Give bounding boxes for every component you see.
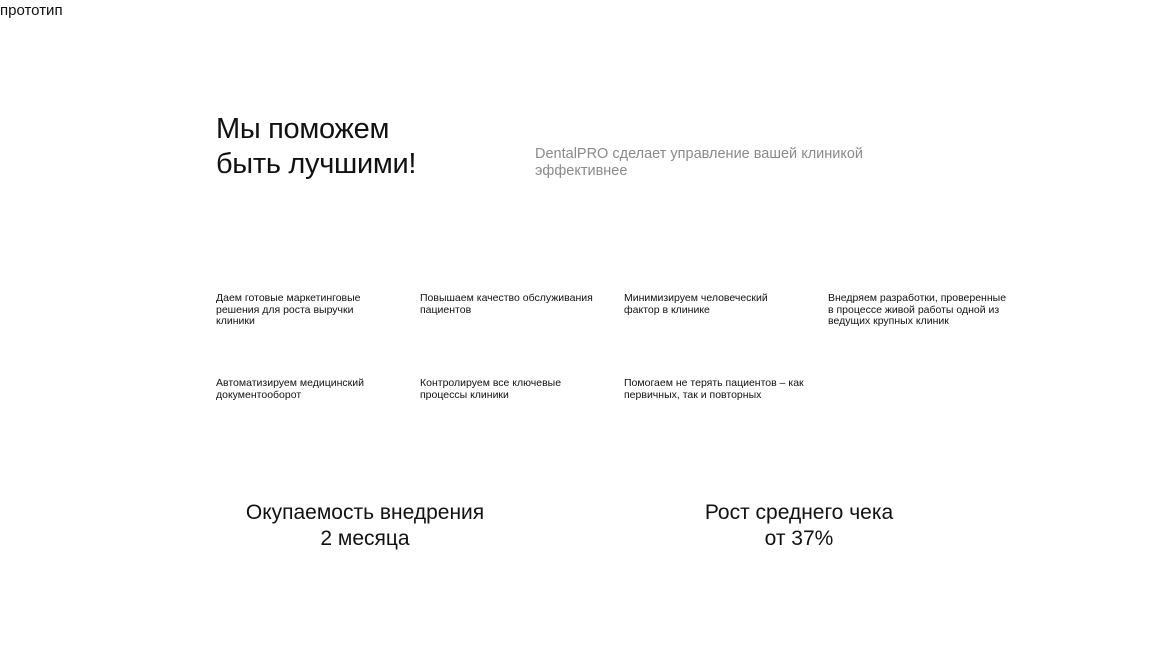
stats-section [0, 500, 1176, 560]
stat-label: Окупаемость внедрения [245, 501, 485, 524]
hero-subtitle-line-1: DentalPRO сделает управление вашей клиникой [535, 146, 864, 162]
stat-label: Рост среднего чека [704, 501, 894, 524]
feature-line: документооборот [216, 388, 302, 401]
feature-line: первичных, так и повторных [624, 388, 762, 401]
feature-line: ведущих крупных клиник [828, 315, 949, 327]
feature-item-service-quality [420, 293, 624, 378]
feature-line: клиники [216, 315, 255, 327]
feature-line: Контролируем все ключевые [420, 377, 562, 389]
feature-line: Повышаем качество обслуживания [420, 292, 593, 304]
feature-item-proven-developments [828, 293, 1032, 378]
feature-item-marketing [216, 293, 420, 378]
feature-line: Помогаем не терять пациентов – как [624, 377, 804, 389]
hero-title-line-2: быть лучшими! [216, 148, 417, 180]
feature-line: Минимизируем человеческий [624, 292, 768, 304]
feature-line: решения для роста выручки [216, 303, 354, 316]
feature-item-document-flow [216, 378, 420, 428]
feature-line: Автоматизируем медицинский [216, 377, 364, 389]
stat-payback [205, 500, 525, 552]
feature-item-patient-retention [624, 378, 828, 428]
stat-average-check [639, 500, 959, 552]
hero-title-line-1: Мы поможем [216, 113, 390, 145]
stat-value: от 37% [764, 527, 834, 550]
feature-item-human-factor [624, 293, 828, 378]
feature-line: Внедряем разработки, проверенные [828, 292, 1007, 304]
hero-title [216, 112, 506, 182]
prototype-label: прототип [0, 2, 63, 19]
feature-line: фактор в клинике [624, 303, 710, 316]
feature-line: Даем готовые маркетинговые [216, 292, 361, 304]
hero-subtitle-line-2: эффективнее [535, 163, 628, 179]
feature-item-key-processes [420, 378, 624, 428]
stat-value: 2 месяца [320, 527, 410, 550]
features-grid [216, 293, 1036, 428]
feature-line: процессы клиники [420, 388, 509, 401]
feature-line: пациентов [420, 303, 472, 316]
hero-subtitle [535, 146, 895, 180]
feature-line: в процессе живой работы одной из [828, 303, 1000, 316]
